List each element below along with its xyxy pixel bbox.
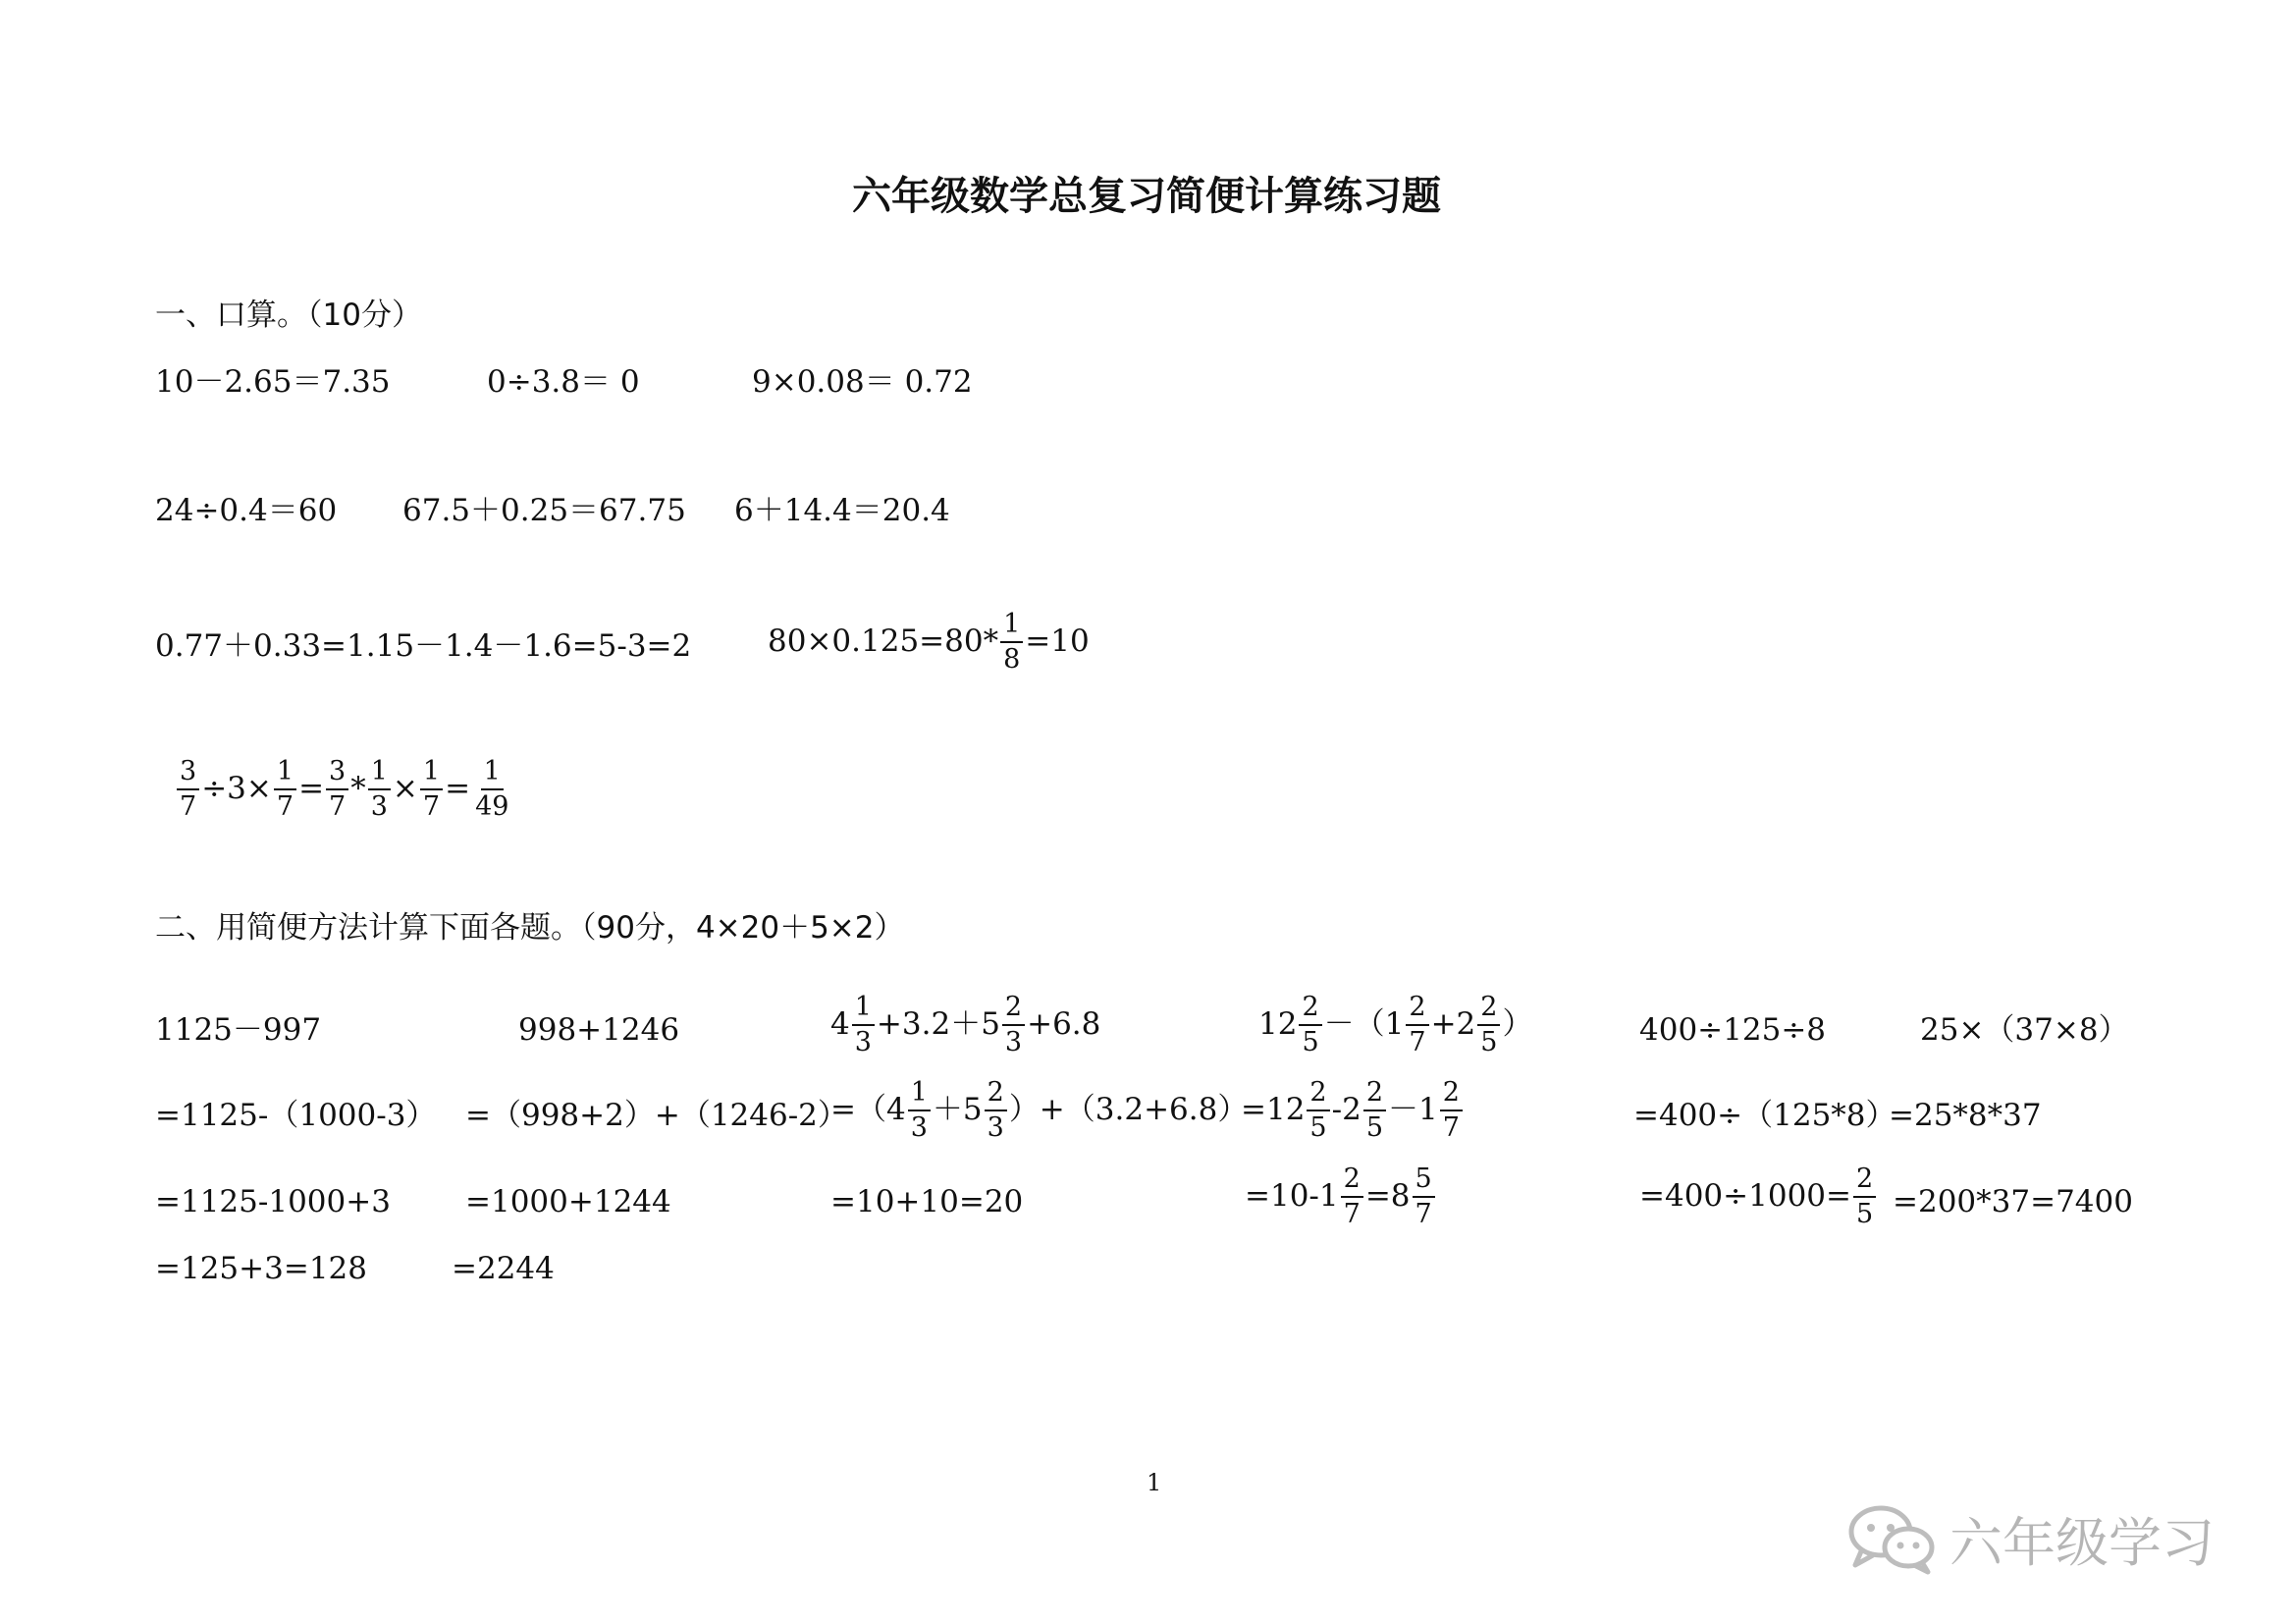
fraction: $\frac{2}{7}$ [1341, 1165, 1363, 1229]
wechat-icon [1845, 1502, 1938, 1584]
p3-line3: =10+10=20 [830, 1184, 1024, 1219]
p3-line2: =（4 $\frac{1}{3}$ ＋5 $\frac{2}{3}$ ）+（3.2+6.8） [830, 1077, 1249, 1144]
fraction: $\frac{3}{7}$ [326, 758, 348, 822]
fraction: $\frac{3}{7}$ [177, 758, 199, 822]
page-number: 1 [1147, 1469, 1162, 1496]
s1-row3-prefix: 80×0.125=80* [768, 623, 999, 659]
section2-heading: 二、用简便方法计算下面各题。（90分，4×20＋5×2） [155, 910, 905, 946]
watermark-text: 六年级学习 [1949, 1511, 2215, 1574]
p3-line1: 4 $\frac{1}{3}$ +3.2＋5 $\frac{2}{3}$ +6.8 [830, 992, 1101, 1058]
s1-row3-suffix: =10 [1025, 623, 1090, 659]
p2-line2: =（998+2）+（1246-2） [465, 1098, 848, 1133]
fraction: $\frac{2}{5}$ [1477, 994, 1500, 1057]
p4-line2: =12 $\frac{2}{5}$ -2 $\frac{2}{5}$ －1 $\frac{2}{7}$ [1241, 1079, 1465, 1143]
p1-line1: 1125－997 [155, 1012, 322, 1048]
fraction: $\frac{1}{3}$ [908, 1079, 931, 1143]
section1-heading: 一、口算。（10分） [155, 298, 422, 333]
s1-row1-item1: 10－2.65＝7.35 [155, 364, 391, 400]
fraction: $\frac{2}{5}$ [1307, 1079, 1329, 1143]
p6-line1: 25×（37×8） [1920, 1012, 2129, 1048]
p2-line3: =1000+1244 [465, 1184, 671, 1219]
s1-row2-item2: 67.5＋0.25＝67.75 [402, 493, 686, 528]
p5-line1: 400÷125÷8 [1639, 1012, 1827, 1048]
page-title: 六年级数学总复习简便计算练习题 [852, 174, 1441, 219]
fraction: $\frac{2}{3}$ [985, 1079, 1007, 1143]
s1-row3-item2 [768, 611, 1090, 675]
watermark [1845, 1502, 2215, 1584]
s1-row2-item1: 24÷0.4＝60 [155, 493, 338, 528]
fraction: $\frac{5}{7}$ [1413, 1165, 1435, 1229]
fraction: $\frac{2}{5}$ [1299, 994, 1321, 1057]
fraction: $\frac{2}{7}$ [1440, 1079, 1463, 1143]
p1-line2: =1125-（1000-3） [155, 1098, 437, 1133]
s1-row1-item3: 9×0.08＝ 0.72 [752, 364, 973, 400]
s1-row2-item3: 6＋14.4＝20.4 [734, 493, 950, 528]
p2-line4: =2244 [452, 1251, 555, 1286]
p5-line3: =400÷1000= $\frac{2}{5}$ [1639, 1165, 1878, 1229]
fraction: $\frac{1}{7}$ [420, 758, 443, 822]
fraction: $\frac{1}{8}$ [1000, 611, 1023, 675]
s1-row3-item1: 0.77＋0.33=1.15－1.4－1.6=5-3=2 [155, 628, 692, 664]
fraction: $\frac{2}{5}$ [1363, 1079, 1386, 1143]
p6-line3: =200*37=7400 [1893, 1184, 2133, 1219]
fraction: $\frac{1}{3}$ [368, 758, 391, 822]
p4-line3: =10-1 $\frac{2}{7}$ =8 $\frac{5}{7}$ [1245, 1165, 1437, 1229]
p5-line2: =400÷（125*8） [1633, 1098, 1896, 1133]
fraction: $\frac{2}{7}$ [1406, 994, 1428, 1057]
fraction: $\frac{1}{7}$ [274, 758, 296, 822]
p1-line4: =125+3=128 [155, 1251, 367, 1286]
p6-line2: =25*8*37 [1889, 1098, 2042, 1133]
fraction: $\frac{1}{3}$ [852, 994, 875, 1057]
p4-line1: 12 $\frac{2}{5}$ －（1 $\frac{2}{7}$ +2 $\frac{2}{5}$ ） [1258, 992, 1533, 1058]
fraction: $\frac{1}{49}$ [475, 756, 509, 823]
s1-row4: $\frac{3}{7}$ ÷3× $\frac{1}{7}$ = $\frac{3}{7}$ * $\frac{1}{3}$ × $\frac{1}{7}$ = $\frac{1}{49}$ [175, 758, 513, 822]
s1-row1-item2: 0÷3.8＝ 0 [487, 364, 640, 400]
p2-line1: 998+1246 [518, 1012, 680, 1048]
fraction: $\frac{2}{3}$ [1002, 994, 1025, 1057]
p1-line3: =1125-1000+3 [155, 1184, 391, 1219]
fraction: $\frac{2}{5}$ [1853, 1165, 1876, 1229]
